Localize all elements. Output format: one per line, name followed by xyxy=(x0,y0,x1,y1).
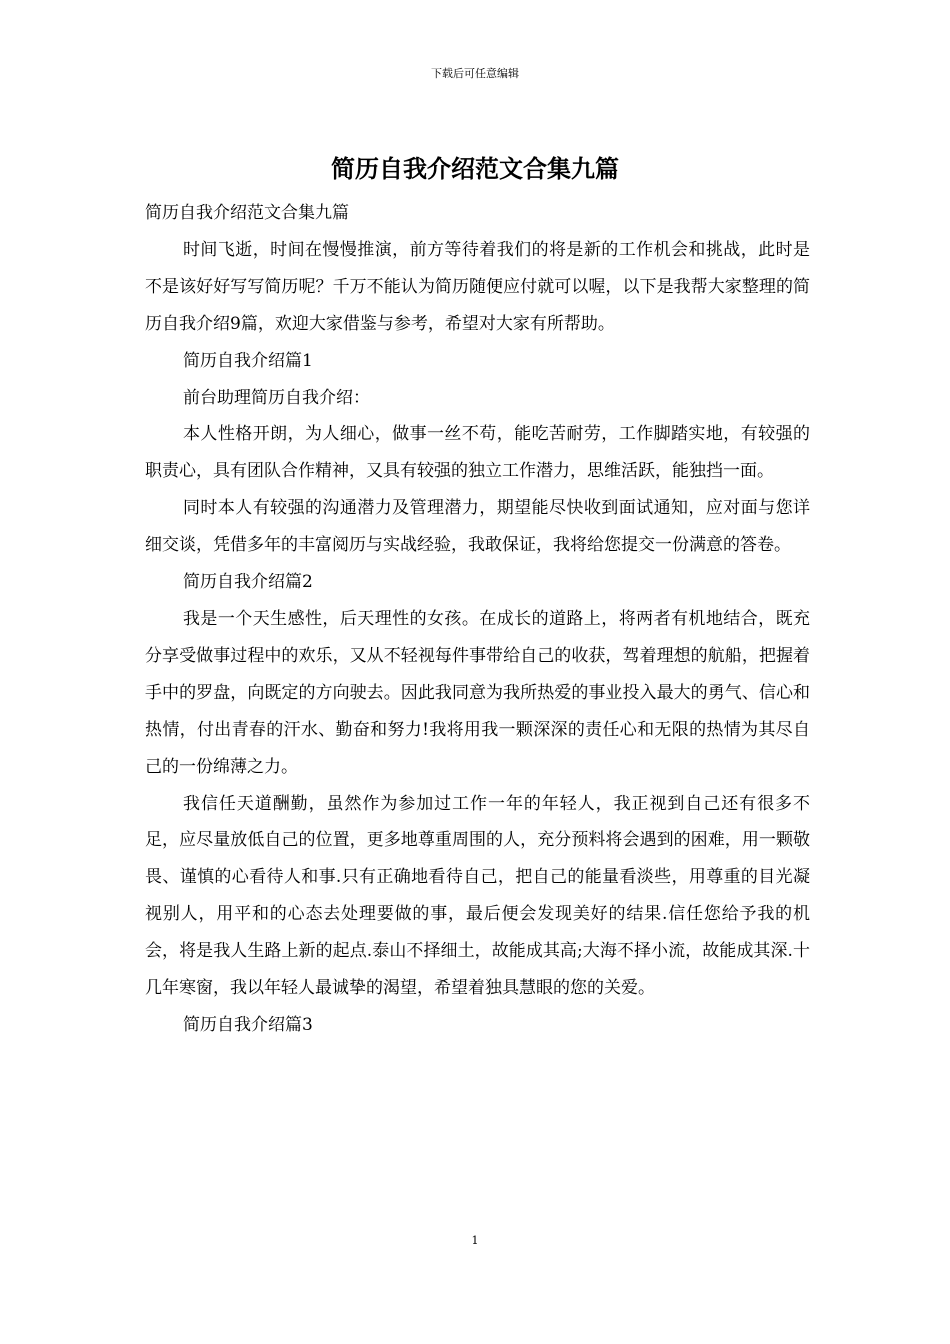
section-heading-2: 简历自我介绍篇2 xyxy=(183,572,313,593)
page-number: 1 xyxy=(471,1234,479,1247)
document-title: 简历自我介绍范文合集九篇 xyxy=(331,154,619,183)
section-2-paragraph-2: 我信任天道酬勤，虽然作为参加过工作一年的年轻人，我正视到自己还有很多不足，应尽量放低自己的位置，更多地尊重周围的人，充分预料将会遇到的困难，用一颗敬畏、谨慎的心看待人和事.只有正确地看待自己，把自己的能量看淡些，用尊重的目光凝视别人，用平和的心态去处理要做的事，最后便会发现美好的结果.信任您给予我的机会，将是我人生路上新的起点.泰山不择细土，故能成其高;大海不择小流，故能成其深.十几年寒窗，我以年轻人最诚挚的渴望，希望着独具慧眼的您的关爱。 xyxy=(145,793,810,999)
intro-paragraph: 时间飞逝，时间在慢慢推演，前方等待着我们的将是新的工作机会和挑战，此时是不是该好好写写简历呢？千万不能认为简历随便应付就可以喔，以下是我帮大家整理的简历自我介绍9篇，欢迎大家借鉴与参考，希望对大家有所帮助。 xyxy=(145,239,810,334)
document-body xyxy=(145,195,810,1044)
section-1-paragraph-1: 本人性格开朗，为人细心，做事一丝不苟，能吃苦耐劳，工作脚踏实地，有较强的职责心，具有团队合作精神，又具有较强的独立工作潜力，思维活跃，能独挡一面。 xyxy=(145,424,810,482)
section-1-paragraph-2: 同时本人有较强的沟通潜力及管理潜力，期望能尽快收到面试通知，应对面与您详细交谈，凭借多年的丰富阅历与实战经验，我敢保证，我将给您提交一份满意的答卷。 xyxy=(145,498,810,556)
subtitle-paragraph: 简历自我介绍范文合集九篇 xyxy=(145,203,349,223)
section-heading-3: 简历自我介绍篇3 xyxy=(183,1014,313,1035)
section-2-paragraph-1: 我是一个天生感性，后天理性的女孩。在成长的道路上，将两者有机地结合，既充分享受做事过程中的欢乐，又从不轻视每件事带给自己的收获，驾着理想的航船，把握着手中的罗盘，向既定的方向驶去。因此我同意为我所热爱的事业投入最大的勇气、信心和热情，付出青春的汗水、勤奋和努力!我将用我一颗深深的责任心和无限的热情为其尽自己的一份绵薄之力。 xyxy=(145,608,810,777)
section-heading-1: 简历自我介绍篇1 xyxy=(183,350,313,371)
page-header-note: 下载后可任意编辑 xyxy=(431,67,519,80)
section-1-subheading: 前台助理简历自我介绍： xyxy=(183,387,370,408)
